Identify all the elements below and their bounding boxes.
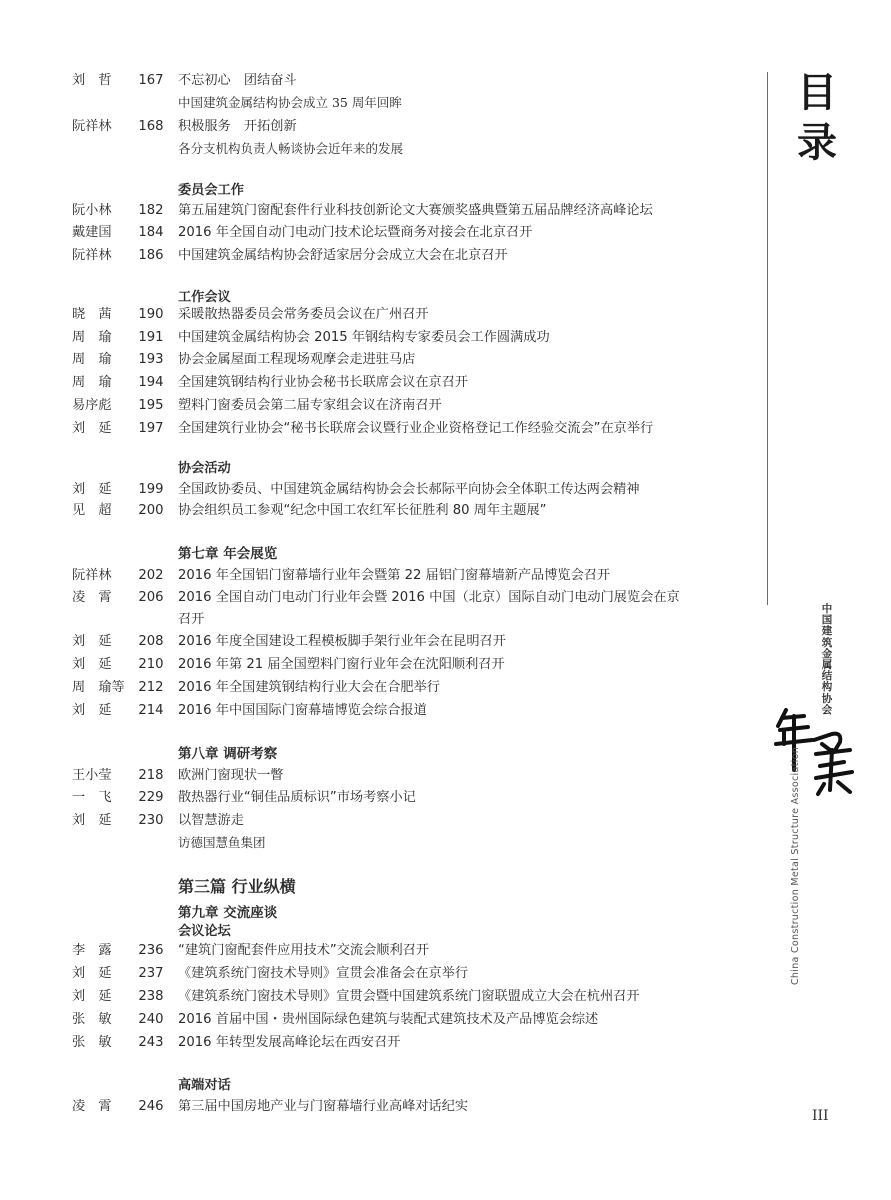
entry-page: 229 (138, 790, 164, 805)
toc-entry[interactable] (0, 200, 760, 222)
entry-page: 208 (138, 634, 164, 649)
page-title-char: 目 (797, 70, 837, 116)
entry-page: 243 (138, 1035, 164, 1050)
chapter-heading: 第七章 年会展览 (178, 546, 278, 562)
part-heading: 第三篇 行业纵横 (178, 877, 296, 896)
entry-page: 197 (138, 421, 164, 436)
association-english-name: China Construction Metal Structure Association (790, 746, 801, 985)
entry-title[interactable]: 塑料门窗委员会第二届专家组会议在济南召开 (178, 398, 442, 413)
toc-entry[interactable] (0, 395, 760, 417)
entry-author: 凌 霄 (72, 590, 112, 605)
entry-author: 戴建国 (72, 225, 112, 240)
entry-title[interactable]: 中国建筑金属结构协会 2015 年钢结构专家委员会工作圆满成功 (178, 330, 550, 345)
entry-author: 刘 延 (72, 989, 112, 1004)
section-heading: 协会活动 (178, 461, 231, 476)
chapter-heading: 第八章 调研考察 (178, 746, 278, 762)
entry-title[interactable]: 协会金属屋面工程现场观摩会走进驻马店 (178, 352, 416, 367)
toc-entry[interactable] (0, 500, 760, 522)
entry-page: 206 (138, 590, 164, 605)
assoc-char: 协 (821, 692, 833, 705)
entry-page: 186 (138, 248, 164, 263)
entry-author: 王小莹 (72, 768, 112, 783)
toc-entry[interactable] (0, 765, 760, 787)
entry-author: 刘 延 (72, 966, 112, 981)
entry-page: 237 (138, 966, 164, 981)
entry-title[interactable]: 2016 全国自动门电动门行业年会暨 2016 中国（北京）国际自动门电动门展览会在京 (178, 590, 680, 605)
entry-author: 见 超 (72, 503, 112, 518)
entry-page: 168 (138, 119, 164, 134)
entry-title[interactable]: 第三届中国房地产业与门窗幕墙行业高峰对话纪实 (178, 1099, 469, 1114)
entry-page: 182 (138, 203, 164, 218)
entry-subtitle: 中国建筑金属结构协会成立 35 周年回眸 (178, 95, 402, 110)
toc-entry[interactable] (0, 963, 760, 985)
entry-title[interactable]: 散热器行业“铜佳品质标识”市场考察小记 (178, 790, 416, 805)
assoc-char: 属 (821, 659, 833, 672)
toc-entry[interactable] (0, 565, 760, 587)
assoc-char: 国 (821, 614, 833, 627)
page-number: III (812, 1108, 829, 1124)
entry-author: 刘 延 (72, 482, 112, 497)
entry-page: 190 (138, 307, 164, 322)
entry-title[interactable]: 2016 首届中国・贵州国际绿色建筑与装配式建筑技术及产品博览会综述 (178, 1012, 599, 1027)
entry-author: 周 瑜 (72, 330, 112, 345)
yearbook-calligraphy-logo (770, 700, 860, 800)
section-heading: 高端对话 (178, 1078, 231, 1093)
entry-page: 238 (138, 989, 164, 1004)
page-title (787, 68, 847, 168)
assoc-char: 结 (821, 670, 833, 683)
entry-title[interactable]: 欧洲门窗现状一瞥 (178, 768, 284, 783)
entry-title[interactable]: 全国建筑钢结构行业协会秘书长联席会议在京召开 (178, 375, 469, 390)
entry-title[interactable]: 以智慧游走 (178, 813, 244, 828)
entry-title[interactable]: 协会组织员工参观“纪念中国工农红军长征胜利 80 周年主题展” (178, 503, 547, 518)
entry-page: 199 (138, 482, 164, 497)
section-heading: 会议论坛 (178, 924, 231, 939)
entry-page: 194 (138, 375, 164, 390)
toc-entry[interactable] (0, 631, 760, 653)
toc-entry[interactable] (0, 654, 760, 676)
toc-entry[interactable] (0, 787, 760, 809)
entry-subtitle: 各分支机构负责人畅谈协会近年来的发展 (178, 141, 404, 156)
entry-title[interactable]: 2016 年全国自动门电动门技术论坛暨商务对接会在北京召开 (178, 225, 533, 240)
entry-author: 刘 延 (72, 703, 112, 718)
entry-title[interactable]: 2016 年全国建筑钢结构行业大会在合肥举行 (178, 680, 440, 695)
entry-title[interactable]: 全国政协委员、中国建筑金属结构协会会长郝际平向协会全体职工传达两会精神 (178, 482, 640, 497)
entry-title[interactable]: 第五届建筑门窗配套件行业科技创新论文大赛颁奖盛典暨第五届品牌经济高峰论坛 (178, 203, 653, 218)
entry-title[interactable]: 2016 年全国铝门窗幕墙行业年会暨第 22 届铝门窗幕墙新产品博览会召开 (178, 568, 611, 583)
entry-author: 阮祥林 (72, 248, 112, 263)
entry-author: 刘 延 (72, 421, 112, 436)
toc-entry[interactable] (0, 1009, 760, 1031)
entry-page: 191 (138, 330, 164, 345)
entry-page: 195 (138, 398, 164, 413)
toc-entry[interactable] (0, 70, 760, 92)
entry-author: 刘 哲 (72, 73, 112, 88)
toc-entry[interactable] (0, 986, 760, 1008)
entry-title[interactable]: 2016 年转型发展高峰论坛在西安召开 (178, 1035, 401, 1050)
entry-author: 刘 延 (72, 813, 112, 828)
toc-entry[interactable] (0, 479, 760, 501)
entry-author: 刘 延 (72, 657, 112, 672)
entry-title[interactable]: 2016 年第 21 届全国塑料门窗行业年会在沈阳顺利召开 (178, 657, 505, 672)
entry-author: 刘 延 (72, 634, 112, 649)
entry-author: 张 敏 (72, 1012, 112, 1027)
entry-author: 周 瑜 (72, 375, 112, 390)
entry-author: 易序彪 (72, 398, 112, 413)
entry-title[interactable]: 不忘初心 团结奋斗 (178, 73, 297, 88)
entry-title[interactable]: “建筑门窗配套件应用技术”交流会顺利召开 (178, 943, 430, 958)
assoc-char: 筑 (821, 636, 833, 649)
entry-page: 200 (138, 503, 164, 518)
entry-title[interactable]: 采暖散热器委员会常务委员会议在广州召开 (178, 307, 429, 322)
toc-entry[interactable] (0, 940, 760, 962)
entry-page: 202 (138, 568, 164, 583)
section-heading: 工作会议 (178, 290, 231, 305)
toc-entry[interactable] (0, 222, 760, 244)
entry-page: 246 (138, 1099, 164, 1114)
entry-author: 周 瑜等 (72, 680, 125, 695)
entry-author: 阮祥林 (72, 119, 112, 134)
assoc-char: 会 (821, 703, 833, 716)
toc-entry[interactable] (0, 372, 760, 394)
assoc-char: 金 (821, 647, 833, 660)
toc-entry[interactable] (0, 116, 760, 138)
toc-entry[interactable] (0, 677, 760, 699)
entry-author: 凌 霄 (72, 1099, 112, 1114)
entry-author: 晓 茜 (72, 307, 112, 322)
entry-title[interactable]: 《建筑系统门窗技术导则》宣贯会暨中国建筑系统门窗联盟成立大会在杭州召开 (178, 989, 640, 1004)
entry-title[interactable]: 全国建筑行业协会“秘书长联席会议暨行业企业资格登记工作经验交流会”在京举行 (178, 421, 654, 436)
toc-entry[interactable] (0, 327, 760, 349)
chapter-heading: 第九章 交流座谈 (178, 905, 278, 921)
entry-author: 张 敏 (72, 1035, 112, 1050)
page-title-char: 录 (797, 120, 837, 166)
entry-page: 193 (138, 352, 164, 367)
entry-author: 阮小林 (72, 203, 112, 218)
entry-page: 214 (138, 703, 164, 718)
vertical-rule (767, 72, 768, 605)
toc-entry[interactable] (0, 418, 760, 440)
entry-title[interactable]: 积极服务 开拓创新 (178, 119, 297, 134)
entry-title[interactable]: 2016 年中国国际门窗幕墙博览会综合报道 (178, 703, 427, 718)
toc-entry[interactable] (0, 587, 760, 609)
entry-subtitle: 访德国慧鱼集团 (178, 835, 266, 850)
toc-entry[interactable] (0, 349, 760, 371)
assoc-char: 中 (821, 603, 833, 615)
entry-page: 236 (138, 943, 164, 958)
toc-entry[interactable] (0, 304, 760, 326)
entry-title[interactable]: 《建筑系统门窗技术导则》宣贯会准备会在京举行 (178, 966, 469, 981)
entry-title-continuation: 召开 (178, 612, 205, 627)
assoc-char: 建 (821, 625, 833, 638)
section-heading: 委员会工作 (178, 183, 244, 198)
entry-page: 210 (138, 657, 164, 672)
entry-author: 阮祥林 (72, 568, 112, 583)
entry-author: 一 飞 (72, 790, 112, 805)
entry-author: 李 露 (72, 943, 112, 958)
entry-page: 218 (138, 768, 164, 783)
entry-page: 240 (138, 1012, 164, 1027)
toc-entry[interactable] (0, 245, 760, 267)
entry-title[interactable]: 2016 年度全国建设工程模板脚手架行业年会在昆明召开 (178, 634, 506, 649)
assoc-char: 构 (821, 681, 833, 694)
toc-entry[interactable] (0, 700, 760, 722)
entry-title[interactable]: 中国建筑金属结构协会舒适家居分会成立大会在北京召开 (178, 248, 508, 263)
toc-entry[interactable] (0, 1096, 760, 1118)
entry-page: 167 (138, 73, 164, 88)
entry-page: 212 (138, 680, 164, 695)
toc-entry[interactable] (0, 810, 760, 832)
entry-author: 周 瑜 (72, 352, 112, 367)
entry-page: 184 (138, 225, 164, 240)
entry-page: 230 (138, 813, 164, 828)
toc-entry[interactable] (0, 1032, 760, 1054)
